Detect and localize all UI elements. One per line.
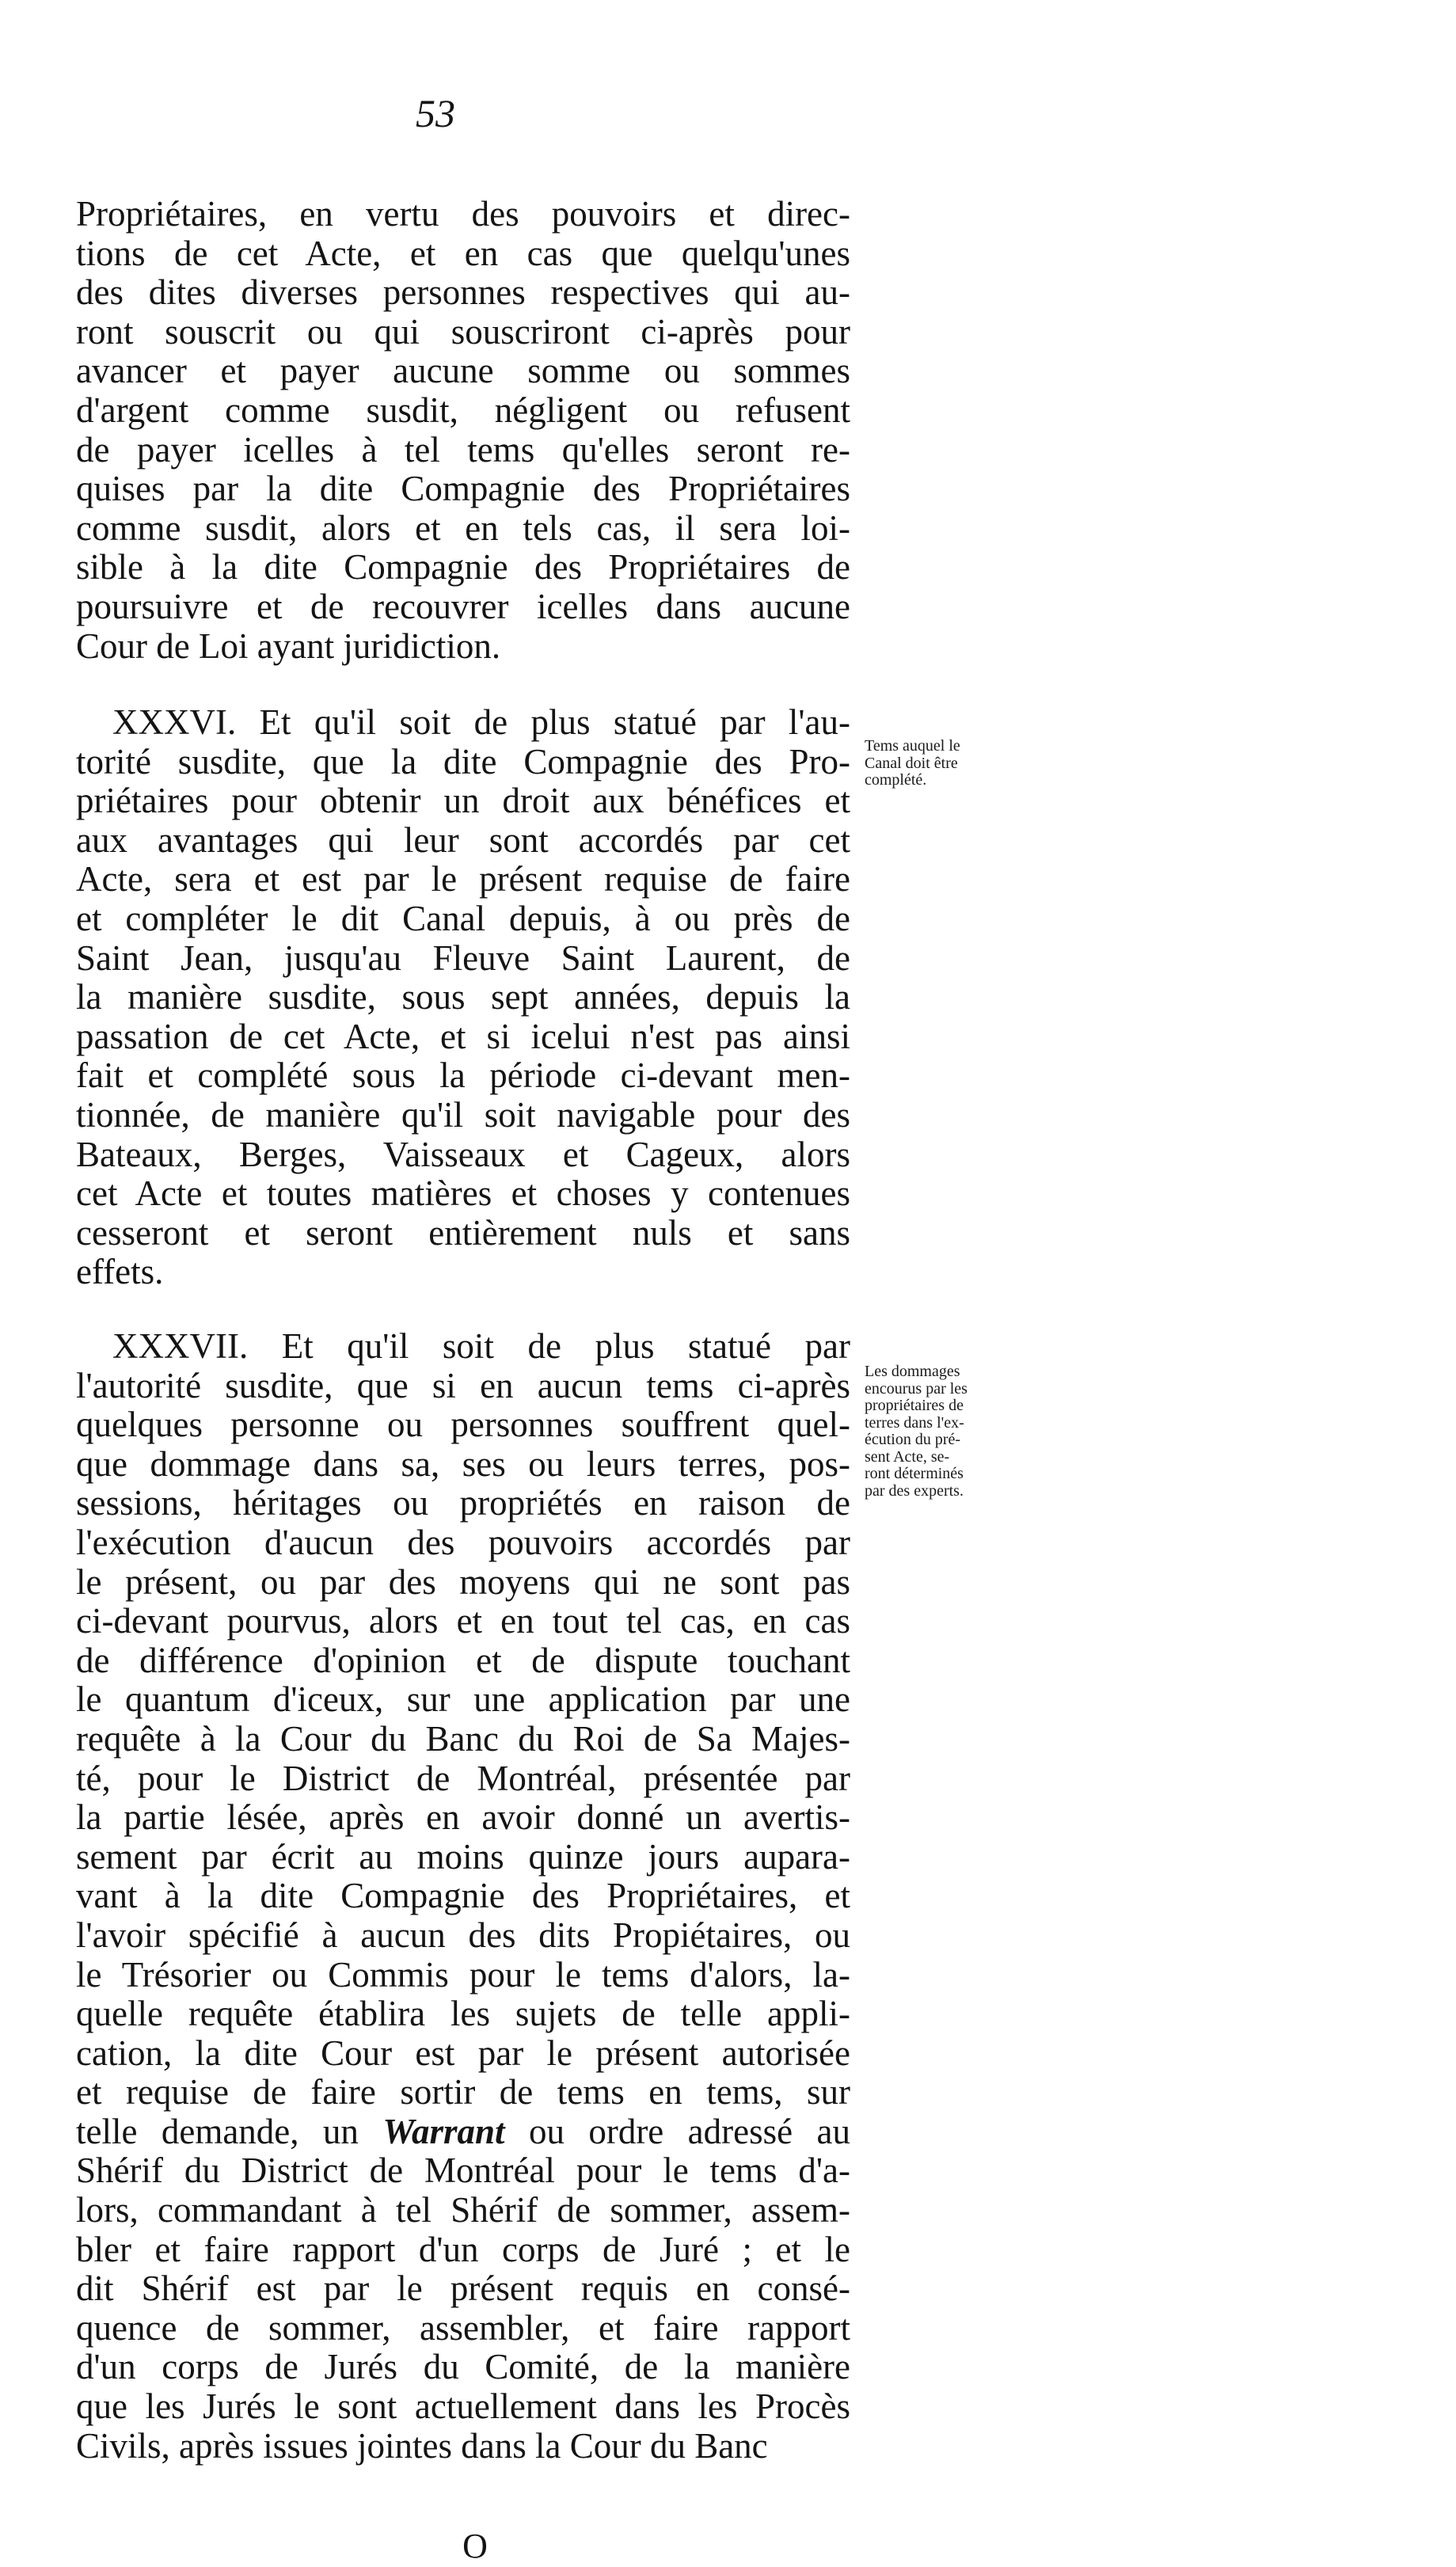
text-line: de différence d'opinion et de dispute touchant — [76, 1640, 850, 1680]
text-line: comme susdit, alors et en tels cas, il sera loi- — [76, 508, 850, 548]
catchword: O — [462, 2527, 488, 2565]
text-line: cesseront et seront entièrement nuls et sans — [76, 1212, 850, 1253]
text-line: poursuivre et de recouvrer icelles dans aucune — [76, 586, 850, 626]
text-line: effets. — [76, 1252, 164, 1292]
margin-note-line: complété. — [865, 771, 927, 789]
text-line: tionnée, de manière qu'il soit navigable pour des — [76, 1094, 850, 1135]
margin-note-canal-completion — [865, 738, 1039, 789]
text-line: l'avoir spécifié à aucun des dits Propiétaires, ou — [76, 1915, 850, 1955]
margin-note-line: terres dans l'ex- — [865, 1413, 964, 1432]
text-line: d'un corps de Jurés du Comité, de la manière — [76, 2347, 850, 2387]
text-line: quelques personne ou personnes souffrent quel- — [76, 1405, 850, 1445]
margin-note-line: sent Acte, se- — [865, 1447, 950, 1466]
text-line: bler et faire rapport d'un corps de Juré ; et le — [76, 2229, 850, 2269]
text-line: cet Acte et toutes matières et choses y contenues — [76, 1173, 850, 1214]
text-line: quises par la dite Compagnie des Propriétaires — [76, 469, 850, 509]
text-line: la manière susdite, sous sept années, depuis la — [76, 977, 850, 1017]
text-line: telle demande, un Warrant ou ordre adressé au — [76, 2111, 850, 2151]
text-line: Propriétaires, en vertu des pouvoirs et direc- — [76, 194, 850, 234]
text-line: la partie lésée, après en avoir donné un avertis- — [76, 1797, 850, 1838]
text-line: XXXVI. Et qu'il soit de plus statué par l'au- — [112, 702, 850, 742]
text-line: de payer icelles à tel tems qu'elles seront re- — [76, 429, 850, 470]
margin-note-line: encourus par les — [865, 1379, 967, 1398]
text-line: Cour de Loi ayant juridiction. — [76, 626, 501, 666]
text-line: que dommage dans sa, ses ou leurs terres, pos- — [76, 1443, 850, 1484]
text-line: Bateaux, Berges, Vaisseaux et Cageux, alors — [76, 1134, 850, 1174]
text-line: requête à la Cour du Banc du Roi de Sa Majes- — [76, 1718, 850, 1759]
text-line: dit Shérif est par le présent requis en consé- — [76, 2268, 850, 2309]
paragraph-2-article-xxxvi — [76, 703, 850, 1292]
page-number: 53 — [416, 91, 455, 135]
text-line: Acte, sera et est par le présent requise de faire — [76, 859, 850, 899]
margin-note-line: par des experts. — [865, 1481, 964, 1500]
text-line: Civils, après issues jointes dans la Cour du Banc — [76, 2425, 768, 2466]
text-line: XXXVII. Et qu'il soit de plus statué par — [112, 1326, 850, 1366]
text-line: ront souscrit ou qui souscriront ci-après pour — [76, 311, 850, 352]
margin-note-line: écution du pré- — [865, 1431, 961, 1448]
text-line: sessions, héritages ou propriétés en raison de — [76, 1483, 850, 1523]
text-line: le présent, ou par des moyens qui ne sont pas — [76, 1561, 850, 1602]
text-line: avancer et payer aucune somme ou sommes — [76, 351, 850, 391]
text-line: té, pour le District de Montréal, présentée par — [76, 1758, 850, 1798]
text-line: des dites diverses personnes respectives qui au- — [76, 272, 850, 313]
text-line: ci-devant pourvus, alors et en tout tel cas, en cas — [76, 1601, 850, 1641]
text-line: tions de cet Acte, et en cas que quelqu'unes — [76, 233, 850, 273]
text-line: sement par écrit au moins quinze jours aupara- — [76, 1836, 850, 1877]
text-line: quence de sommer, assembler, et faire rapport — [76, 2307, 850, 2348]
text-line: lors, commandant à tel Shérif de sommer, assem- — [76, 2190, 850, 2230]
text-line: cation, la dite Cour est par le présent autorisée — [76, 2033, 850, 2073]
text-line: vant à la dite Compagnie des Propriétaires, et — [76, 1876, 850, 1916]
text-line: fait et complété sous la période ci-devant men- — [76, 1055, 850, 1096]
margin-note-damages — [865, 1363, 1039, 1500]
text-line: sible à la dite Compagnie des Propriétaires de — [76, 547, 850, 588]
margin-note-line: propriétaires de — [865, 1397, 964, 1414]
text-line: priétaires pour obtenir un droit aux bénéfices et — [76, 781, 850, 821]
text-line: et compléter le dit Canal depuis, à ou près de — [76, 898, 850, 938]
paragraph-3-article-xxxvii — [76, 1327, 850, 2466]
text-line: le quantum d'iceux, sur une application par une — [76, 1679, 850, 1720]
paragraph-1 — [76, 195, 850, 666]
text-line: d'argent comme susdit, négligent ou refusent — [76, 390, 850, 430]
text-line: l'autorité susdite, que si en aucun tems ci-après — [76, 1365, 850, 1405]
margin-note-line: Tems auquel le — [865, 737, 960, 755]
margin-note-line: Canal doit être — [865, 754, 958, 772]
text-line: et requise de faire sortir de tems en tems, sur — [76, 2072, 850, 2113]
text-line: quelle requête établira les sujets de telle appli- — [76, 1994, 850, 2034]
text-line: que les Jurés le sont actuellement dans les Procès — [76, 2386, 850, 2427]
text-line: aux avantages qui leur sont accordés par cet — [76, 820, 850, 860]
margin-note-line: Les dommages — [865, 1363, 960, 1380]
margin-note-line: ront déterminés — [865, 1465, 964, 1482]
text-line: torité susdite, que la dite Compagnie des Pro- — [76, 741, 850, 782]
text-line: Saint Jean, jusqu'au Fleuve Saint Laurent, de — [76, 937, 850, 978]
text-line: passation de cet Acte, et si icelui n'est pas ainsi — [76, 1016, 850, 1056]
text-line: le Trésorier ou Commis pour le tems d'alors, la- — [76, 1954, 850, 1995]
text-line: Shérif du District de Montréal pour le tems d'a- — [76, 2151, 850, 2191]
text-line: l'exécution d'aucun des pouvoirs accordés par — [76, 1522, 850, 1562]
